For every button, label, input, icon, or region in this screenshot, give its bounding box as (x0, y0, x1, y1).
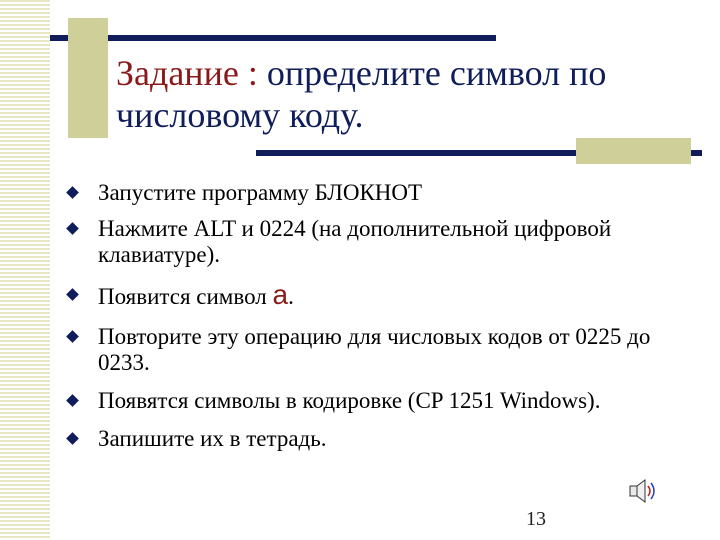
bullet-item (66, 388, 686, 414)
diamond-bullet-icon (66, 394, 79, 407)
bullet-list (66, 176, 686, 452)
left-stripe-decoration (0, 0, 50, 540)
diamond-bullet-icon (66, 288, 79, 301)
diamond-bullet-icon (66, 330, 79, 343)
corner-accent-block (576, 138, 691, 164)
title-accent-block (68, 18, 108, 138)
symbol-example: а (272, 279, 289, 310)
bullet-text-end: . (288, 284, 294, 309)
bullet-text: Появится символ (98, 284, 273, 309)
title-highlight: Задание : (116, 53, 258, 93)
diamond-bullet-icon (66, 222, 79, 235)
top-rule (50, 35, 496, 41)
bullet-item (66, 426, 686, 452)
bullet-item (66, 279, 686, 310)
bullet-text: Нажмите ALT и 0224 (на дополнительной цифровой клавиатуре). (98, 216, 612, 267)
speaker-icon[interactable] (628, 478, 658, 504)
slide-title (116, 52, 706, 136)
title-text: определите символ по числовому коду. (116, 53, 607, 135)
bullet-text: Повторите эту операцию для числовых кодов от 0225 до 0233. (98, 324, 651, 375)
bullet-item (66, 216, 686, 268)
diamond-bullet-icon (66, 432, 79, 445)
bullet-item (66, 180, 686, 206)
bullet-text: Запишите их в тетрадь. (98, 426, 327, 451)
bullet-item (66, 324, 686, 376)
diamond-bullet-icon (66, 186, 79, 199)
bullet-text: Запустите программу БЛОКНОТ (98, 180, 423, 205)
bullet-text: Появятся символы в кодировке (CP 1251 Windows). (98, 388, 601, 413)
page-number: 13 (526, 508, 546, 530)
